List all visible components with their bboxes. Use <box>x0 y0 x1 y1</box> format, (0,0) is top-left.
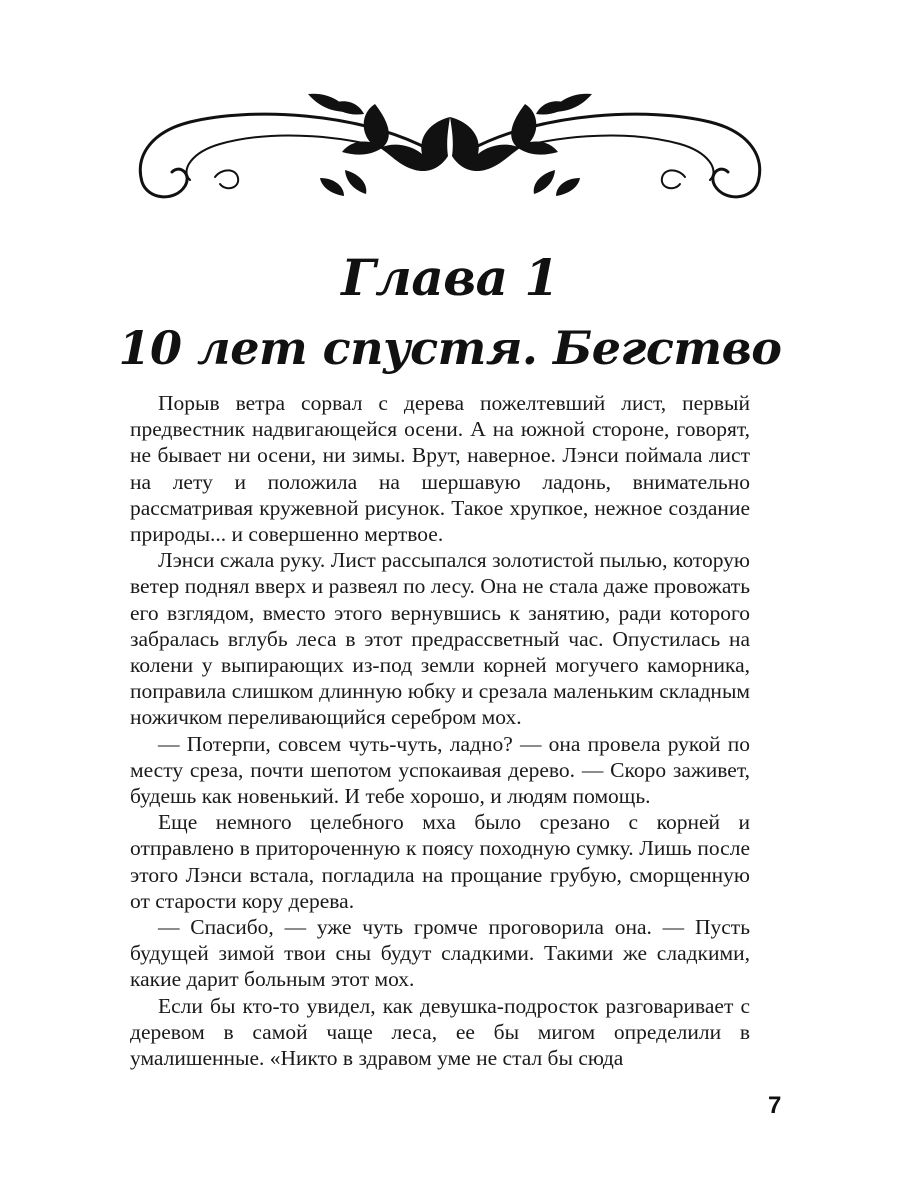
body-text <box>130 390 750 1071</box>
chapter-title: Глава 1 <box>341 248 559 307</box>
paragraph: Порыв ветра сорвал с дерева пожелтевший лист, первый предвестник надвигающейся осени. А на южной стороне, говорят, не бывает ни осени, ни зимы. Врут, наверное. Лэнси поймала лист на лету и положила на шершавую ладонь, внимательно рассматривая кружевной рисунок. Такое хрупкое, нежное создание природы... и совершенно мертвое. <box>130 391 750 547</box>
page-number: 7 <box>768 1092 782 1119</box>
paragraph: Если бы кто-то увидел, как девушка-подросток разговаривает с деревом в самой чаще леса, ее бы мигом определили в умалишенные. «Никто в здравом уме не стал бы сюда <box>130 993 750 1071</box>
chapter-subtitle: 10 лет спустя. Бегство <box>118 321 782 375</box>
floral-leaf-ornament-icon <box>130 82 770 212</box>
paragraph: — Спасибо, — уже чуть громче проговорила она. — Пусть будущей зимой твои сны будут сладкими. Такими же сладкими, какие дарит больным этот мох. <box>130 915 750 992</box>
paragraph: Лэнси сжала руку. Лист рассыпался золотистой пылью, которую ветер поднял вверх и развеял по лесу. Она не стала даже провожать его взглядом, вместо этого вернувшись к занятию, ради которого забралась вглубь леса в этот предрассветный час. Опустилась на колени у выпирающих из-под земли корней могучего каморника, поправила слишком длинную юбку и срезала маленьким складным ножичком переливающийся серебром мох. <box>130 548 750 730</box>
paragraph: — Потерпи, совсем чуть-чуть, ладно? — она провела рукой по месту среза, почти шепотом успокаивая дерево. — Скоро заживет, будешь как новенький. И тебе хорошо, и людям помощь. <box>130 731 750 809</box>
paragraph: Еще немного целебного мха было срезано с корней и отправлено в притороченную к поясу походную сумку. Лишь после этого Лэнси встала, погладила на прощание грубую, сморщенную от старости кору дерева. <box>130 810 750 913</box>
